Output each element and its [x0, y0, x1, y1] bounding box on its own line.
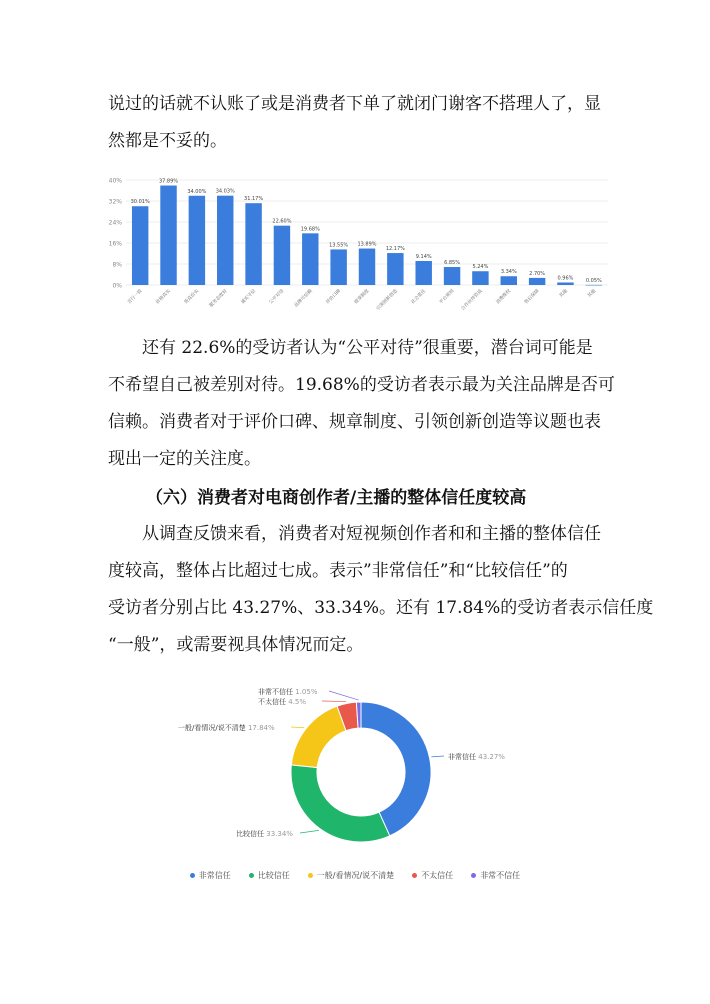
bar-value-label: 0.05%: [585, 277, 602, 284]
bar: [245, 203, 261, 285]
legend-dot-icon: [190, 873, 195, 878]
legend-item[interactable]: [412, 870, 453, 881]
x-tick-label: 合作伙伴资质: [460, 288, 484, 312]
donut-legend: [0, 870, 710, 881]
text-line: 还有 22.6%的受访者认为“公平对待”很重要，潜台词可能是: [142, 338, 593, 358]
bar: [274, 226, 290, 285]
donut-slice: [291, 765, 390, 842]
text-line: 从调查反馈来看，消费者对短视频创作者和和主播的整体信任: [142, 524, 601, 544]
slice-value: 1.05%: [295, 688, 318, 696]
x-tick-label: 诚实守信: [240, 288, 258, 306]
bar-value-label: 3.34%: [500, 269, 517, 276]
bar-value-label: 9.14%: [415, 254, 432, 261]
x-tick-label: 引领创新创造: [375, 288, 399, 312]
bar-value-label: 5.24%: [472, 264, 489, 271]
text-line: 信赖。消费者对于评价口碑、规章制度、引领创新创造等议题也表: [108, 412, 601, 432]
bar-value-label: 13.89%: [357, 241, 377, 248]
x-tick-label: 言行一致: [127, 288, 144, 306]
donut-chart: [0, 670, 710, 870]
bar-value-label: 13.55%: [329, 242, 349, 249]
legend-label: 不太信任: [421, 871, 454, 880]
bar: [387, 253, 403, 285]
legend-label: 比较信任: [257, 871, 290, 880]
x-tick-label: 货真价实: [183, 288, 201, 306]
x-tick-label: 公平对待: [268, 288, 286, 306]
bar: [189, 196, 205, 285]
legend-label: 一般/看情况/说不清楚: [316, 871, 395, 880]
x-tick-label: 价格真实: [155, 288, 172, 306]
text-line: 度较高，整体占比超过七成。表示”非常信任”和“比较信任”的: [108, 561, 568, 581]
y-tick-label: 8%: [112, 261, 122, 269]
bar: [557, 282, 573, 285]
legend-label: 非常信任: [198, 871, 231, 880]
legend-item[interactable]: [249, 870, 290, 881]
text-line: 不希望自己被差别对待。19.68%的受访者表示最为关注品牌是否可: [108, 375, 615, 395]
bar-value-label: 0.96%: [557, 275, 574, 282]
leader-line: [431, 756, 444, 757]
paragraph-fairness: [108, 330, 615, 478]
y-tick-label: 16%: [108, 240, 122, 248]
bar: [444, 267, 460, 285]
bar-value-label: 2.70%: [529, 270, 546, 277]
x-tick-label: 服务态度好: [208, 288, 229, 309]
leader-line: [329, 691, 359, 700]
y-tick-label: 40%: [108, 177, 122, 185]
x-tick-label: 其他: [558, 288, 569, 299]
bar-value-label: 12.17%: [385, 246, 405, 253]
legend-dot-icon: [249, 873, 254, 878]
x-tick-label: 评价口碑: [325, 288, 343, 306]
bar-value-label: 34.03%: [215, 188, 235, 195]
text-line: 受访者分别占比 43.27%、33.34%。还有 17.84%的受访者表示信任度: [108, 598, 654, 618]
slice-label: 非常不信任 1.05%: [258, 688, 318, 696]
y-tick-label: 32%: [108, 198, 122, 206]
bar: [302, 233, 318, 285]
paragraph-trust: [108, 516, 654, 664]
leader-line: [300, 830, 319, 833]
legend-dot-icon: [412, 873, 417, 878]
legend-dot-icon: [308, 873, 313, 878]
bar-chart: [0, 0, 710, 330]
leader-line: [322, 701, 346, 702]
bar-value-label: 31.17%: [244, 196, 264, 203]
bar: [217, 196, 233, 285]
bar: [586, 285, 602, 286]
legend-item[interactable]: [471, 870, 520, 881]
bar: [160, 186, 176, 285]
y-tick-label: 24%: [108, 219, 122, 227]
x-tick-label: 售后保障: [523, 288, 541, 306]
slice-value: 33.34%: [266, 830, 293, 838]
legend-item[interactable]: [190, 870, 231, 881]
x-tick-label: 品牌可信赖: [293, 288, 314, 309]
bar-value-label: 6.85%: [444, 260, 461, 267]
donut-slice: [291, 706, 346, 767]
x-tick-label: 社会责任: [410, 288, 428, 306]
bar: [472, 271, 488, 285]
section-heading: （六）消费者对电商创作者/主播的整体信任度较高: [146, 488, 527, 508]
x-tick-label: 其他: [587, 288, 598, 299]
text-line: 现出一定的关注度。: [108, 449, 261, 469]
slice-value: 43.27%: [478, 753, 505, 761]
bar: [501, 276, 517, 285]
bar-value-label: 19.68%: [300, 226, 320, 233]
leader-line: [291, 727, 304, 728]
bar: [132, 206, 148, 285]
legend-dot-icon: [471, 873, 476, 878]
x-tick-label: 消费维权: [495, 288, 513, 306]
bar-value-label: 34.00%: [187, 188, 207, 195]
y-tick-label: 0%: [112, 282, 122, 290]
bar-value-label: 22.60%: [272, 218, 292, 225]
bar: [529, 278, 545, 285]
legend-label: 非常不信任: [480, 871, 521, 880]
bar: [359, 249, 375, 285]
x-tick-label: 规章制度: [353, 288, 371, 306]
slice-label: 不太信任 4.5%: [258, 698, 307, 706]
legend-item[interactable]: [308, 870, 394, 881]
bar: [415, 261, 431, 285]
text-line: 说过的话就不认账了或是消费者下单了就闭门谢客不搭理人了，显: [108, 94, 601, 114]
bar: [330, 249, 346, 285]
slice-value: 17.84%: [247, 724, 275, 732]
slice-label: 非常信任 43.27%: [448, 753, 505, 761]
slice-value: 4.5%: [288, 698, 307, 706]
slice-label: 一般/看情况/说不清楚 17.84%: [178, 724, 275, 732]
slice-label: 比较信任 33.34%: [236, 830, 293, 838]
text-line: 然都是不妥的。: [108, 131, 227, 151]
x-tick-label: 平台规则: [438, 288, 456, 306]
bar-value-label: 30.01%: [130, 199, 150, 206]
bar-value-label: 37.89%: [158, 178, 179, 185]
text-line: “一般”，或需要视具体情况而定。: [108, 635, 364, 655]
